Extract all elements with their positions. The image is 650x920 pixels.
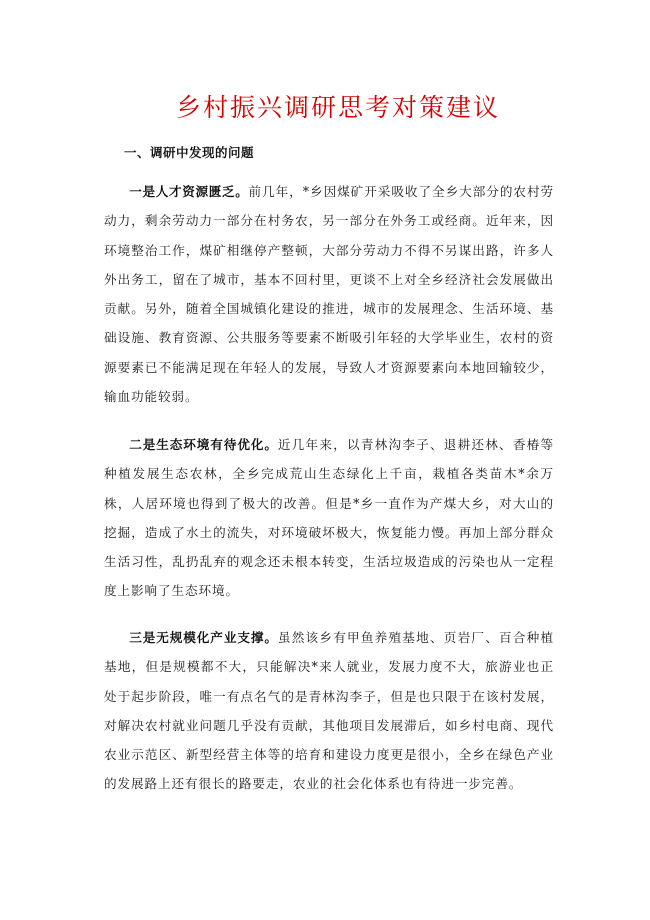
paragraph-talent	[104, 177, 554, 411]
paragraph-body: 近几年来，以青林沟李子、退耕还林、香椿等种植发展生态农林，全乡完成荒山生态绿化上千亩，栽植各类苗木*余万株，人居环境也得到了极大的改善。但是*乡一直作为产煤大乡，对大山的挖掘，造成了水土的流失，对环境破坏极大，恢复能力慢。再加上部分群众生活习性，乱扔乱弃的观念还未根本转变，生活垃圾造成的污染也从一定程度上影响了生态环境。	[104, 437, 555, 599]
paragraph-body: 虽然该乡有甲鱼养殖基地、页岩厂、百合种植基地，但是规模都不大，只能解决*来人就业，发展力度不大，旅游业也正处于起步阶段，唯一有点名气的是青林沟李子，但是也只限于在该村发展，对解决农村就业问题几乎没有贡献，其他项目发展滞后，如乡村电商、现代农业示范区、新型经营主体等的培育和建设力度更是很小，全乡在绿色产业的发展路上还有很长的路要走，农业的社会化体系也有待进一步完善。	[104, 630, 555, 792]
paragraph-industry	[104, 623, 554, 799]
paragraph-body: 前几年，*乡因煤矿开采吸收了全乡大部分的农村劳动力，剩余劳动力一部分在村务农，另一部分在外务工或经商。近年来，因环境整治工作，煤矿相继停产整顿，大部分劳动力不得不另谋出路，许多人外出务工，留在了城市，基本不回村里，更谈不上对全乡经济社会发展做出贡献。另外，随着全国城镇化建设的推进，城市的发展理念、生活环境、基础设施、教育资源、公共服务等要素不断吸引年轻的大学毕业生，农村的资源要素已不能满足现在年轻人的发展，导致人才资源要素向本地回输较少，输血功能较弱。	[104, 184, 554, 405]
document-title: 乡村振兴调研思考对策建议	[175, 93, 500, 122]
section-heading: 一、调研中发现的问题	[124, 145, 255, 160]
paragraph-ecology	[104, 430, 554, 606]
paragraph-lead: 一是人才资源匮乏。	[129, 184, 249, 199]
paragraph-lead: 三是无规模化产业支撑。	[129, 630, 278, 645]
paragraph-lead: 二是生态环境有待优化。	[129, 437, 278, 452]
